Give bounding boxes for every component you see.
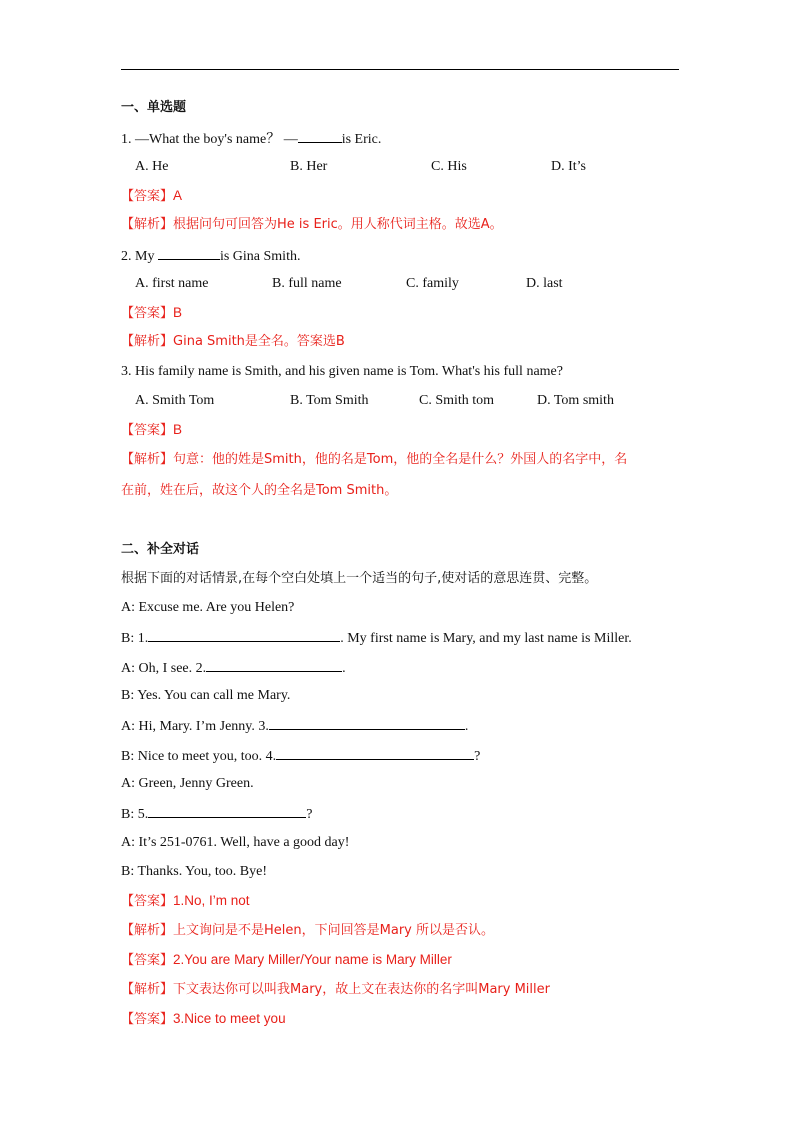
q1-analysis [121,215,503,235]
q1-answer-value: A [173,188,183,203]
dialogue-blank-5 [148,803,306,818]
q1-blank [298,128,342,143]
q1-analysis-tag: 【解析】 [121,217,174,232]
answer-text: 3.Nice to meet you [173,1011,286,1026]
q1-analysis-text: 根据问句可回答为He is Eric。用人称代词主格。故选A。 [173,217,503,232]
analysis-text: 下文表达你可以叫我Mary，故上文在表达你的名字叫Mary Miller [173,982,550,997]
answer-text: 2.You are Mary Miller/Your name is Mary Miller [173,952,452,967]
q3-answer [121,420,182,441]
section1-title: 一、单选题 [121,100,187,115]
q3-answer-tag: 【答案】 [121,423,174,438]
dialogue-line-1: A: Excuse me. Are you Helen? [121,600,295,615]
dialogue-answer-2 [121,950,452,971]
q2-option-c: C. family [406,276,459,291]
q2-answer [121,303,182,324]
q3-option-c: C. Smith tom [419,393,495,408]
dialogue-analysis-1 [121,921,494,941]
answer-tag: 【答案】 [121,953,174,968]
q1-option-c: C. His [431,159,467,174]
dialogue-blank-1 [148,627,340,642]
dialogue-blank-3 [269,715,465,730]
q3-answer-value: B [173,422,183,437]
q2-option-b: B. full name [272,276,342,291]
q2-blank [158,245,220,260]
dialogue-line-2 [121,627,632,649]
q3-option-d: D. Tom smith [537,393,614,408]
dialogue-answer-1 [121,891,250,912]
q3-analysis-line-2: 在前，姓在后，故这个人的全名是Tom Smith。 [121,483,398,498]
q3-option-b: B. Tom Smith [290,393,369,408]
answer-text: 1.No, I’m not [173,893,250,908]
dialogue-blank-2 [206,657,342,672]
q1-stem-b: is Eric. [341,132,382,147]
q1-option-d: D. It’s [551,159,586,174]
dialogue-line-5 [121,715,468,737]
question-3-stem: 3. His family name is Smith, and his given name is Tom. What's his full name? [121,364,563,379]
analysis-text: 上文询问是不是Helen，下问回答是Mary 所以是否认。 [173,923,494,938]
section2-title: 二、补全对话 [121,542,200,557]
dialogue-6-suffix: ? [474,749,481,764]
q2-option-d: D. last [526,276,563,291]
q3-analysis-text-1: 句意：他的姓是Smith，他的名是Tom，他的全名是什么？外国人的名字中，名 [173,452,628,467]
q2-analysis-tag: 【解析】 [121,334,174,349]
dialogue-blank-4 [276,745,474,760]
header-rule [121,69,679,70]
q2-stem-a: 2. My [121,249,158,264]
dialogue-line-7: A: Green, Jenny Green. [121,776,254,791]
dialogue-line-10: B: Thanks. You, too. Bye! [121,864,267,879]
q1-option-b: B. Her [290,159,328,174]
dialogue-6-prefix: B: Nice to meet you, too. 4. [121,749,277,764]
q2-analysis-text: Gina Smith是全名。答案选B [173,334,345,349]
analysis-tag: 【解析】 [121,923,174,938]
analysis-tag: 【解析】 [121,982,174,997]
answer-tag: 【答案】 [121,894,174,909]
q1-option-a: A. He [135,159,169,174]
q3-option-a: A. Smith Tom [135,393,215,408]
dialogue-3-prefix: A: Oh, I see. 2. [121,661,207,676]
dialogue-line-4: B: Yes. You can call me Mary. [121,688,291,703]
q3-analysis-tag: 【解析】 [121,452,174,467]
q1-stem-a: 1. —What the boy's name？ — [121,132,298,147]
q2-option-a: A. first name [135,276,209,291]
dialogue-line-3 [121,657,346,679]
dialogue-line-6 [121,745,480,767]
q2-analysis [121,332,345,352]
dialogue-2-prefix: B: 1. [121,631,149,646]
dialogue-8-prefix: B: 5. [121,807,149,822]
dialogue-2-suffix: . My first name is Mary, and my last name is Miller. [340,631,632,646]
q2-stem-b: is Gina Smith. [219,249,301,264]
section2-instruction: 根据下面的对话情景,在每个空白处填上一个适当的句子,使对话的意思连贯、完整。 [121,571,598,586]
answer-tag: 【答案】 [121,1012,174,1027]
q2-answer-value: B [173,305,183,320]
question-2-stem [121,245,300,267]
q2-answer-tag: 【答案】 [121,306,174,321]
dialogue-8-suffix: ? [306,807,313,822]
q3-analysis-line-1 [121,450,627,470]
dialogue-line-8 [121,803,312,825]
dialogue-5-prefix: A: Hi, Mary. I’m Jenny. 3. [121,719,269,734]
dialogue-analysis-2 [121,980,550,1000]
dialogue-3-suffix: . [342,661,346,676]
dialogue-answer-3 [121,1009,286,1030]
q1-answer [121,186,182,207]
q1-answer-tag: 【答案】 [121,189,174,204]
dialogue-line-9: A: It’s 251-0761. Well, have a good day! [121,835,350,850]
question-1-stem [121,128,381,150]
dialogue-5-suffix: . [464,719,469,734]
